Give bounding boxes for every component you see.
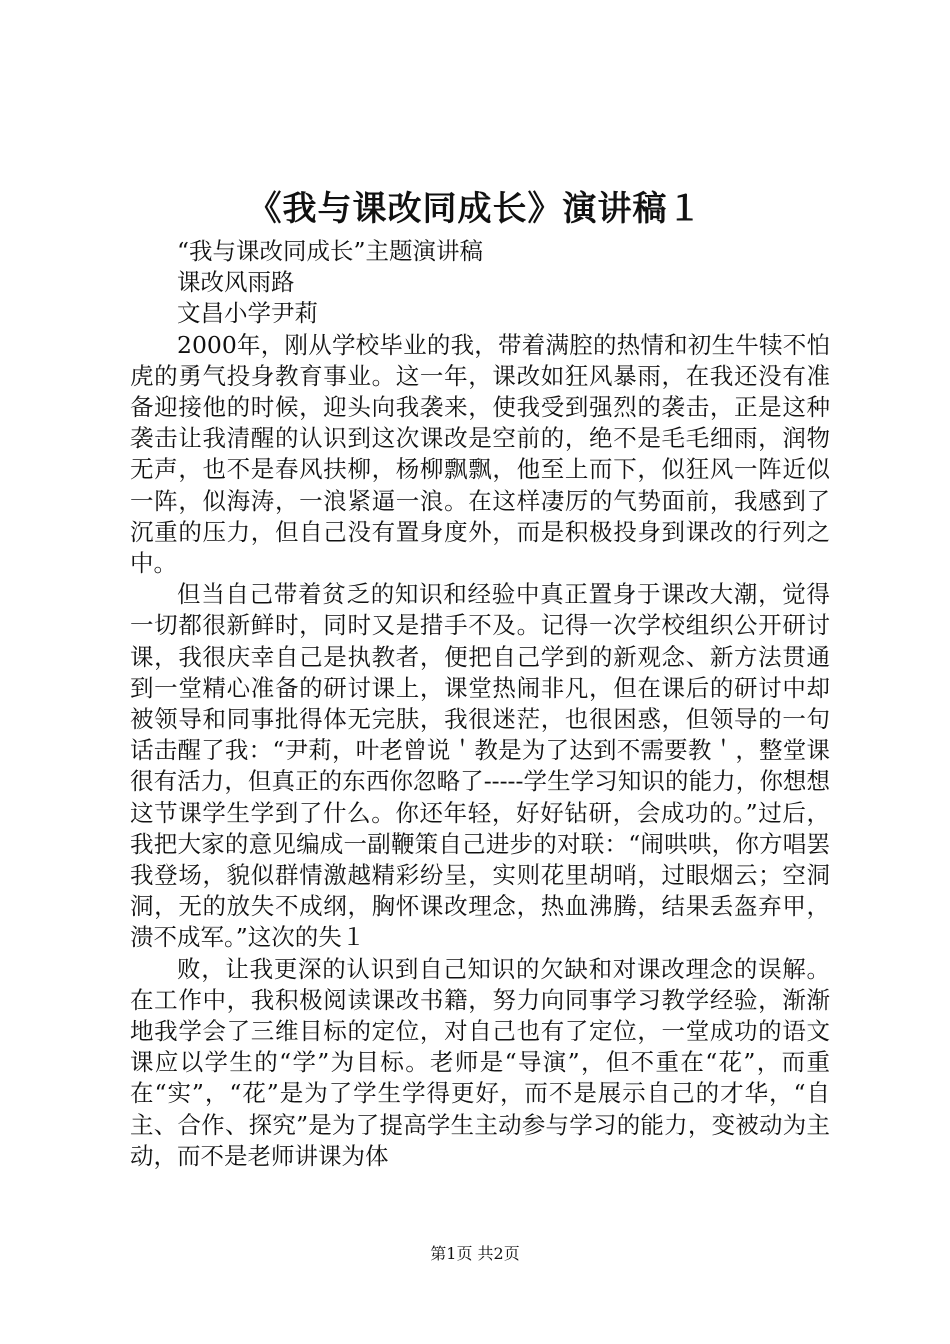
page-footer: 第1页 共2页 bbox=[430, 1244, 520, 1263]
paragraph-heading: 课改风雨路 bbox=[177, 268, 295, 297]
paragraph-body: 但当自己带着贫乏的知识和经验中真正置身于课改大潮，觉得一切都很新鲜时，同时又是措手不及。记得一次学校组织公开研讨课，我很庆幸自己是执教者，便把自己学到的新观念、新方法贯通到一堂精心准备的研讨课上，课堂热闹非凡，但在课后的研讨中却被领导和同事批得体无完肤，我很迷茫，也很困惑，但领导的一句话击醒了我：“尹莉，叶老曾说＇教是为了达到不需要教＇，整堂课很有活力，但真正的东西你忽略了-----学生学习知识的能力，你想想这节课学生学到了什么。你还年轻，好好钻研，会成功的。”过后，我把大家的意见编成一副鞭策自己进步的对联：“闹哄哄，你方唱罢我登场，貌似群情激越精彩纷呈，实则花里胡哨，过眼烟云；空洞洞，无的放失不成纲，胸怀课改理念，热血沸腾，结果丢盔弃甲，溃不成军。”这次的失１ bbox=[130, 580, 830, 952]
paragraph-author: 文昌小学尹莉 bbox=[177, 299, 318, 328]
paragraph-body: 2000年，刚从学校毕业的我，带着满腔的热情和初生牛犊不怕虎的勇气投身教育事业。这一年，课改如狂风暴雨，在我还没有准备迎接他的时候，迎头向我袭来，使我受到强烈的袭击，正是这种袭击让我清醒的认识到这次课改是空前的，绝不是毛毛细雨，润物无声，也不是春风扶柳，杨柳飘飘，他至上而下，似狂风一阵近似一阵，似海涛，一浪紧逼一浪。在这样凄厉的气势面前，我感到了沉重的压力，但自己没有置身度外，而是积极投身到课改的行列之中。 bbox=[130, 330, 830, 578]
page-title: 《我与课改同成长》演讲稿１ bbox=[247, 189, 703, 229]
paragraph-body: 败，让我更深的认识到自己知识的欠缺和对课改理念的误解。在工作中，我积极阅读课改书籍，努力向同事学习教学经验，渐渐地我学会了三维目标的定位，对自己也有了定位，一堂成功的语文课应以学生的“学”为目标。老师是“导演”，但不重在“花”，而重在“实”，“花”是为了学生学得更好，而不是展示自己的才华，“自主、合作、探究”是为了提高学生主动参与学习的能力，变被动为主动，而不是老师讲课为体 bbox=[130, 954, 830, 1170]
paragraph-subtitle: “我与课改同成长”主题演讲稿 bbox=[177, 237, 484, 265]
document-body bbox=[130, 236, 830, 1172]
